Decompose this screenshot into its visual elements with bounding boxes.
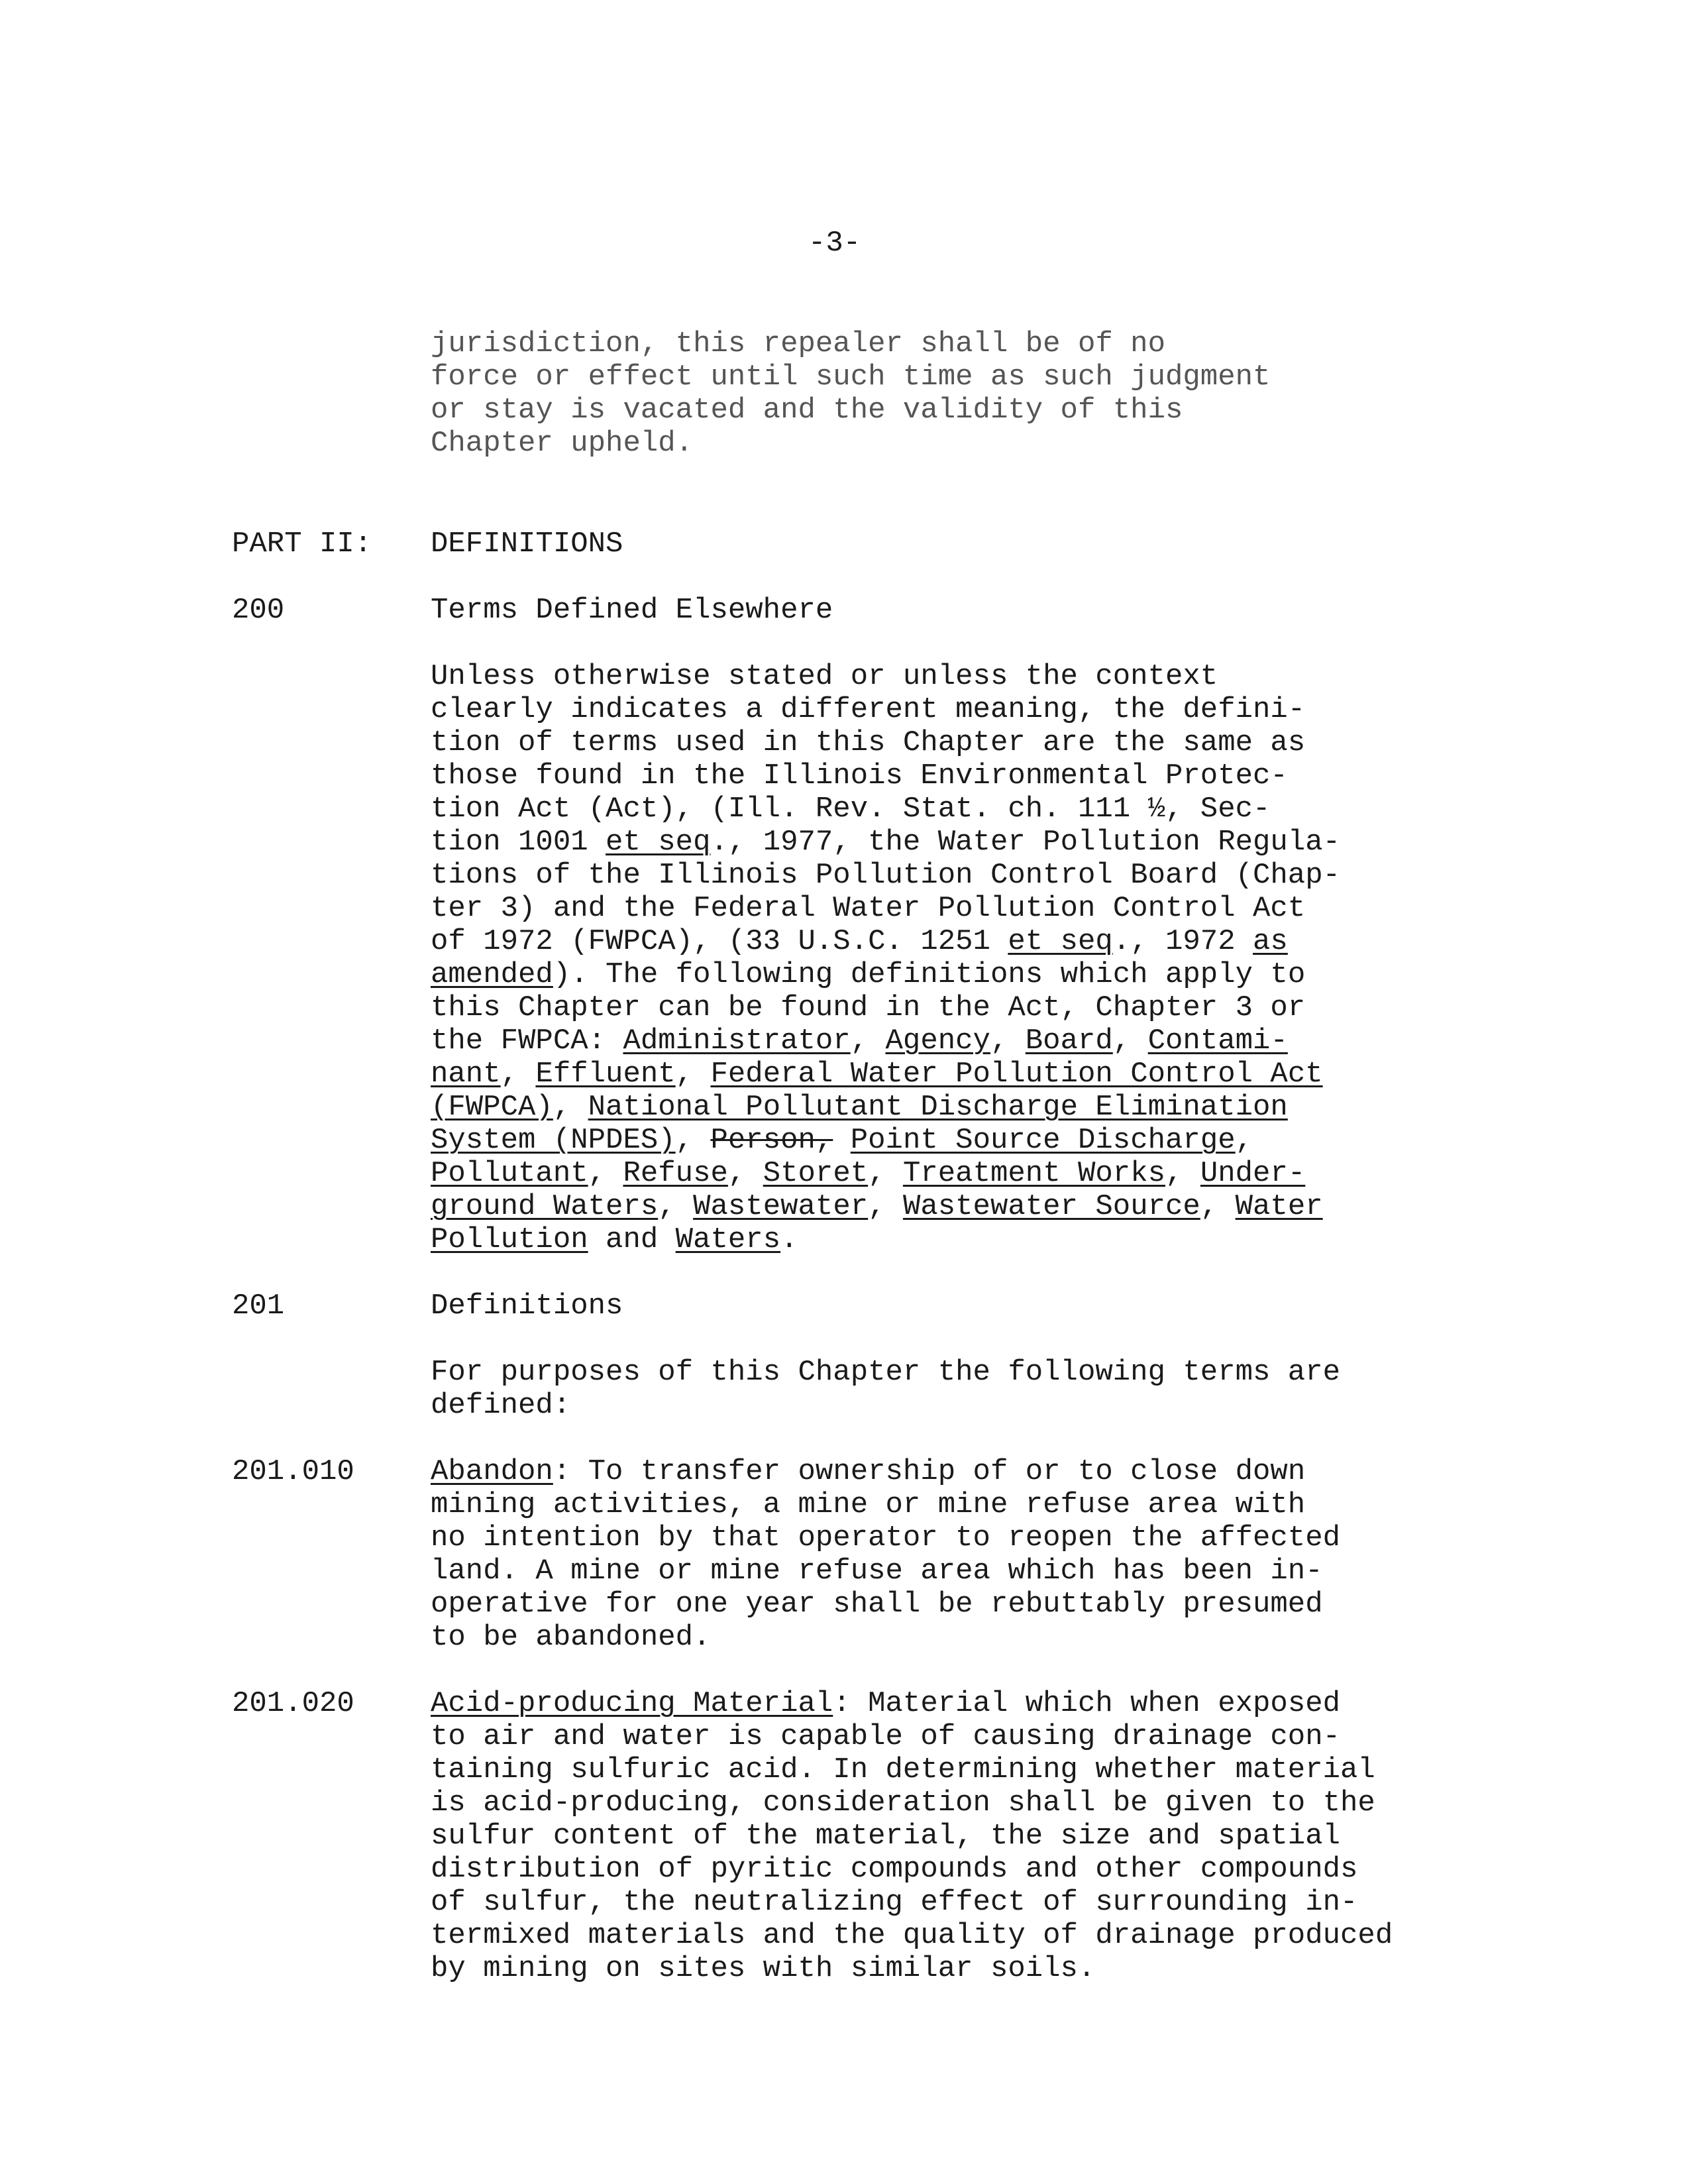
sep: , [868,1157,903,1190]
et-seq-1: et seq [606,826,711,859]
section-201010-paragraph [431,1455,1557,1654]
acid-producing-definition: : Material which when exposed to air and water is capable of causing drainage con- taining sulfuric acid. In determining whether material is acid-producing, consideration shall be given to the sulfur content of the material, the size and spatial distribution of pyritic compounds and other compounds of sulfur, the neutralizing effect of surrounding in- termixed materials and the quality of drainage produced by mining on sites with similar soils. [431,1687,1393,1985]
term-person-struck: Person, [710,1124,833,1157]
as-amended: as amended [431,925,1288,991]
sep: , [1235,1124,1253,1157]
section-201-paragraph: For purposes of this Chapter the following terms are defined: [431,1356,1341,1422]
section-201-number: 201 [232,1289,285,1323]
term-storet: Storet [763,1157,869,1190]
s200-text-4: ). The following definitions which apply to this Chapter can be found in the Act, Chapter 3 or the FWPCA: [431,958,1306,1058]
sep: , [727,1157,763,1190]
term-npdes: National Pollutant Discharge Elimination System (NPDES) [431,1091,1288,1157]
carryover-paragraph: jurisdiction, this repealer shall be of no force or effect until such time as such judgment or stay is vacated and the validity of this Chapter upheld. [431,327,1271,460]
term-agency: Agency [885,1024,990,1058]
section-201020-paragraph [431,1687,1557,1985]
term-administrator: Administrator [623,1024,851,1058]
term-effluent: Effluent [535,1058,676,1091]
term-water-pollution: Water Pollution [431,1190,1323,1256]
term-wastewater: Wastewater [693,1190,869,1223]
sep: , [850,1024,886,1058]
sep: , [588,1157,623,1190]
term-wastewater-source: Wastewater Source [902,1190,1200,1223]
sep: , [1112,1024,1148,1058]
sep: , [675,1058,711,1091]
term-underground-waters: Under- ground Waters [431,1157,1306,1223]
sep: , [675,1124,711,1157]
term-board: Board [1025,1024,1113,1058]
term-waters: Waters [675,1223,781,1256]
section-200-number: 200 [232,594,285,627]
sep-and: and [588,1223,676,1256]
sep: , [1200,1190,1236,1223]
term-point-source-discharge: Point Source Discharge [850,1124,1236,1157]
sep: , [1165,1157,1200,1190]
sep: , [658,1190,694,1223]
term-acid-producing-material: Acid-producing Material [431,1687,833,1720]
s200-text-2: ., 1977, the Water Pollution Regula- tions of the Illinois Pollution Control Board (Chap- ter 3) and the Federal Water Pollution Control Act of 1972 (FWPCA), (33 U.S.C. 1251 [431,826,1341,958]
s200-text-1: Unless otherwise stated or unless the context clearly indicates a different meaning, the defini- tion of terms used in this Chapter are the same as those found in the Illinois Environmental Protec- tion Act (Act), (Ill. Rev. Stat. ch. 111 ½, Sec- tion 1001 [431,660,1306,859]
section-201-heading: Definitions [431,1289,623,1323]
sep: , [553,1091,588,1124]
term-abandon: Abandon [431,1455,553,1488]
term-fwpca: Federal Water Pollution Control Act (FWPCA) [431,1058,1323,1124]
s200-text-3: ., 1972 [1112,925,1253,958]
term-treatment-works: Treatment Works [902,1157,1166,1190]
end-period: . [780,1223,798,1256]
abandon-definition: : To transfer ownership of or to close down mining activities, a mine or mine refuse area with no intention by that operator to reopen the affected land. A mine or mine refuse area which has been in- operative for one year shall be rebuttably presumed to be abandoned. [431,1455,1341,1654]
section-201010-number: 201.010 [232,1455,354,1488]
term-pollutant: Pollutant [431,1157,588,1190]
section-200-heading: Terms Defined Elsewhere [431,594,833,627]
term-refuse: Refuse [623,1157,728,1190]
term-contaminant: Contami- nant [431,1024,1288,1091]
section-200-paragraph [431,660,1557,1256]
part-label: PART II: [232,527,372,561]
sep: , [990,1024,1026,1058]
part-title: DEFINITIONS [431,527,623,561]
sep: , [868,1190,903,1223]
section-201020-number: 201.020 [232,1687,354,1720]
page-number: -3- [808,227,861,260]
sep: , [500,1058,536,1091]
et-seq-2: et seq [1008,925,1113,958]
